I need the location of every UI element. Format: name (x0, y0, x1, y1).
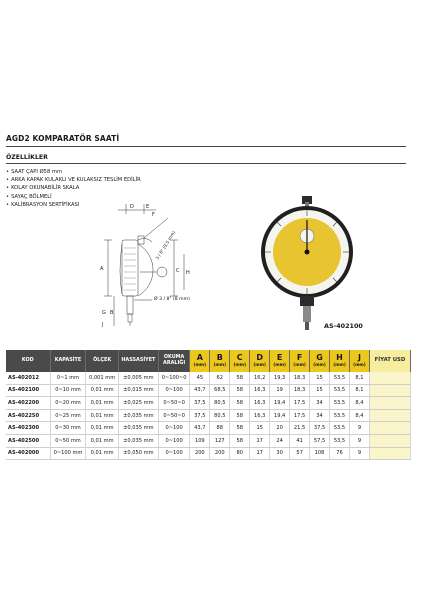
col-header-dim-a: A (mm) (190, 350, 210, 372)
table-cell: 19,3 (270, 372, 290, 384)
table-cell: 34 (310, 409, 330, 422)
table-cell: 17,5 (290, 409, 310, 422)
table-cell: ±0,015 mm (118, 384, 158, 397)
table-cell: 108 (310, 447, 330, 460)
table-cell: 20 (270, 422, 290, 435)
table-cell: 53,5 (330, 409, 350, 422)
table-cell: 57,5 (310, 434, 330, 447)
contact-point (305, 322, 309, 330)
feature-item: • SAYAÇ BÖLMELİ (6, 193, 141, 201)
price-cell (369, 422, 410, 435)
table-cell: 0~100 (158, 447, 190, 460)
table-cell: 43,7 (190, 384, 210, 397)
col-header-reading-range: OKUMA ARALIĞI (158, 350, 190, 372)
col-header-dim-b: B (mm) (210, 350, 230, 372)
table-cell: 0~10 mm (50, 384, 86, 397)
table-cell: 37,5 (190, 409, 210, 422)
dim-label-a: A (100, 266, 104, 272)
table-cell: 76 (330, 447, 350, 460)
spec-table (6, 350, 411, 460)
table-cell: 24 (270, 434, 290, 447)
page-title: AGD2 KOMPARATÖR SAATİ (6, 134, 120, 143)
col-header-dim-j: J (mm) (349, 350, 369, 372)
table-cell: 15 (310, 384, 330, 397)
table-cell: 80,5 (210, 409, 230, 422)
table-cell: 0~1 mm (50, 372, 86, 384)
stem-collar (300, 296, 314, 306)
table-cell: 0,01 mm (86, 384, 119, 397)
table-cell: 0~100 (158, 434, 190, 447)
table-cell: 16,3 (250, 397, 270, 410)
title-divider (6, 146, 406, 147)
table-cell: 19,4 (270, 397, 290, 410)
col-header-price: FİYAT USD (369, 350, 410, 372)
table-cell: 0,01 mm (86, 434, 119, 447)
dim-label-c: C (176, 268, 180, 274)
table-row (6, 447, 411, 460)
price-cell (369, 384, 410, 397)
table-cell: 43,7 (190, 422, 210, 435)
dim-label-d: D (130, 204, 134, 210)
product-code-cell: AS-402000 (6, 447, 50, 460)
col-header-accuracy: HASSASİYET (118, 350, 158, 372)
col-header-dim-c: C (mm) (230, 350, 250, 372)
features-divider (6, 163, 406, 164)
price-cell (369, 372, 410, 384)
table-cell: 0~25 mm (50, 409, 86, 422)
dim-label-b: B (110, 310, 114, 316)
table-cell: 53,5 (330, 397, 350, 410)
col-header-dim-h: H (mm) (330, 350, 350, 372)
technical-drawing (78, 200, 196, 336)
col-header-dim-g: G (mm) (310, 350, 330, 372)
table-cell: 19,4 (270, 409, 290, 422)
table-cell: 16,2 (250, 372, 270, 384)
table-cell: 109 (190, 434, 210, 447)
table-cell: 80,5 (210, 397, 230, 410)
dial-gauge-photo (252, 196, 362, 336)
table-cell: ±0,050 mm (118, 447, 158, 460)
col-header-dim-d: D (mm) (250, 350, 270, 372)
stem (303, 306, 311, 322)
table-cell: 53,5 (330, 384, 350, 397)
table-cell: 18,3 (290, 372, 310, 384)
col-header-capacity: KAPASİTE (50, 350, 86, 372)
feature-item: • KALİBRASYON SERTİFİKASI (6, 201, 141, 209)
product-code-cell: AS-402012 (6, 372, 50, 384)
table-cell: 53,5 (330, 372, 350, 384)
table-cell: 58 (230, 409, 250, 422)
table-cell: 0~20 mm (50, 397, 86, 410)
table-cell: 58 (230, 422, 250, 435)
table-cell: 37,5 (190, 397, 210, 410)
table-cell: 57 (290, 447, 310, 460)
table-cell: 0,01 mm (86, 409, 119, 422)
table-cell: ±0,035 mm (118, 409, 158, 422)
features-title: ÖZELLİKLER (6, 154, 48, 161)
dim-label-f: F (152, 212, 155, 218)
price-cell (369, 447, 410, 460)
table-cell: 16,3 (250, 409, 270, 422)
table-cell: 41 (290, 434, 310, 447)
table-cell: 0~100 mm (50, 447, 86, 460)
table-cell: 68,5 (210, 384, 230, 397)
table-cell: 8,4 (349, 409, 369, 422)
table-cell: 58 (230, 384, 250, 397)
table-cell: 0~100~0 (158, 372, 190, 384)
table-cell: 0,01 mm (86, 422, 119, 435)
table-cell: 0~30 mm (50, 422, 86, 435)
table-cell: 0,001 mm (86, 372, 119, 384)
col-header-code: KOD (6, 350, 50, 372)
col-header-dim-e: E (mm) (270, 350, 290, 372)
table-cell: 88 (210, 422, 230, 435)
table-cell: 18,3 (290, 384, 310, 397)
dim-label-e: E (146, 204, 150, 210)
thread-label: 3 / 8" (9,5 mm) (155, 230, 178, 262)
table-cell: 200 (210, 447, 230, 460)
feature-item: • KOLAY OKUNABİLİR SKALA (6, 184, 141, 192)
table-cell: ±0,035 mm (118, 434, 158, 447)
needle-hub (305, 250, 310, 255)
table-cell: 17,5 (290, 397, 310, 410)
col-header-scale: ÖLÇEK (86, 350, 119, 372)
price-cell (369, 397, 410, 410)
stem-diameter-label: Ø 3 / 8" (8 mm) (154, 297, 190, 302)
table-cell: ±0,005 mm (118, 372, 158, 384)
table-cell: 0~100 (158, 384, 190, 397)
table-cell: 200 (190, 447, 210, 460)
dim-label-j: J (102, 322, 104, 328)
table-cell: 45 (190, 372, 210, 384)
table-cell: 8,1 (349, 372, 369, 384)
table-row (6, 409, 411, 422)
price-cell (369, 434, 410, 447)
table-body (6, 372, 411, 460)
table-cell: 80 (230, 447, 250, 460)
table-cell: 127 (210, 434, 230, 447)
table-row (6, 372, 411, 384)
table-cell: 53,5 (330, 434, 350, 447)
table-cell: 16,3 (250, 384, 270, 397)
table-cell: 9 (349, 422, 369, 435)
table-cell: 37,5 (310, 422, 330, 435)
product-code-cell: AS-402250 (6, 409, 50, 422)
table-cell: 53,5 (330, 422, 350, 435)
table-cell: 62 (210, 372, 230, 384)
table-cell: 19 (270, 384, 290, 397)
table-cell: 58 (230, 372, 250, 384)
dim-label-g: G (102, 310, 106, 316)
table-cell: 58 (230, 434, 250, 447)
table-cell: 8,4 (349, 397, 369, 410)
table-row (6, 384, 411, 397)
table-cell: 30 (270, 447, 290, 460)
table-cell: 58 (230, 397, 250, 410)
col-header-dim-f: F (mm) (290, 350, 310, 372)
price-cell (369, 409, 410, 422)
table-cell: 8,1 (349, 384, 369, 397)
table-row (6, 397, 411, 410)
table-cell: 0~50~0 (158, 397, 190, 410)
table-cell: 21,5 (290, 422, 310, 435)
table-row (6, 434, 411, 447)
product-code-cell: AS-402500 (6, 434, 50, 447)
table-cell: 17 (250, 434, 270, 447)
table-cell: 34 (310, 397, 330, 410)
product-code-cell: AS-402100 (6, 384, 50, 397)
table-cell: 15 (310, 372, 330, 384)
feature-item: • SAAT ÇAPI Ø58 mm (6, 168, 141, 176)
photo-caption: AS-402100 (324, 322, 363, 330)
dim-label-h: H (186, 270, 190, 276)
table-cell: 0,01 mm (86, 397, 119, 410)
table-cell: 0~100 (158, 422, 190, 435)
feature-item: • ARKA KAPAK KULAKLI VE KULAKSIZ TESLİM EDİLİR (6, 176, 141, 184)
table-header-row (6, 350, 411, 372)
table-cell: 0~50~0 (158, 409, 190, 422)
table-cell: 9 (349, 434, 369, 447)
table-row (6, 422, 411, 435)
table-cell: 0,01 mm (86, 447, 119, 460)
table-cell: 15 (250, 422, 270, 435)
table-cell: 17 (250, 447, 270, 460)
table-cell: 0~50 mm (50, 434, 86, 447)
table-cell: ±0,025 mm (118, 397, 158, 410)
table-cell: ±0,035 mm (118, 422, 158, 435)
table-cell: 9 (349, 447, 369, 460)
product-code-cell: AS-402300 (6, 422, 50, 435)
product-code-cell: AS-402200 (6, 397, 50, 410)
